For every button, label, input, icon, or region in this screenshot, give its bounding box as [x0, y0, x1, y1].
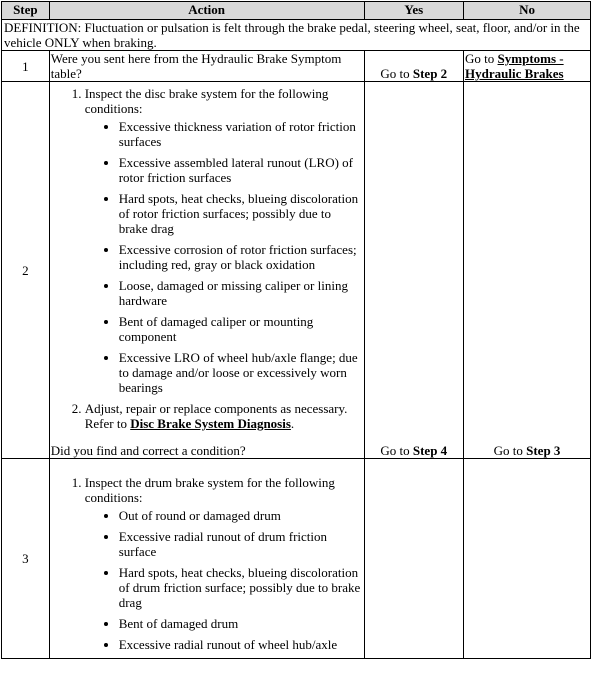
condition-list [85, 119, 363, 395]
step-number: 1 [2, 51, 50, 82]
action-list [51, 475, 363, 652]
yes-cell [364, 82, 464, 459]
list-item: • Excessive corrosion of rotor friction surfaces; including red, gray or black oxidation [119, 242, 363, 272]
step-number: 3 [2, 459, 50, 659]
no-cell [464, 51, 591, 82]
no-prefix: Go to [465, 51, 498, 66]
disc-brake-system-diagnosis-link[interactable]: Disc Brake System Diagnosis [130, 416, 291, 431]
yes-prefix: Go to [380, 443, 413, 458]
list-item [85, 86, 363, 395]
yes-cell [364, 459, 464, 659]
header-row [2, 2, 591, 20]
list-item: • Excessive LRO of wheel hub/axle flange; due to damage and/or loose or excessively worn bearings [119, 350, 363, 395]
list-item-text: Inspect the drum brake system for the following conditions: [84, 475, 335, 505]
action-text: Were you sent here from the Hydraulic Brake Symptom table? [49, 51, 364, 82]
yes-cell [364, 51, 464, 82]
list-item [85, 475, 363, 652]
step-number: 2 [2, 82, 50, 459]
header-step: Step [2, 2, 50, 20]
action-list [51, 86, 363, 431]
action-cell [49, 82, 364, 459]
table-row [2, 82, 591, 459]
list-item-text: Inspect the disc brake system for the following conditions: [84, 86, 329, 116]
yes-prefix: Go to [380, 66, 413, 81]
no-cell [464, 82, 591, 459]
no-step: Step 3 [526, 443, 561, 458]
list-item: • Excessive radial runout of wheel hub/axle [119, 637, 363, 652]
list-item: • Excessive assembled lateral runout (LRO) of rotor friction surfaces [119, 155, 363, 185]
header-action: Action [49, 2, 364, 20]
list-item: • Hard spots, heat checks, blueing discoloration of rotor friction surfaces; possibly due to brake drag [119, 191, 363, 236]
list-item: • Out of round or damaged drum [119, 508, 363, 523]
list-item: • Hard spots, heat checks, blueing discoloration of drum friction surface; possibly due to brake drag [119, 565, 363, 610]
condition-list [85, 508, 363, 652]
header-yes: Yes [364, 2, 464, 20]
list-item: • Excessive thickness variation of rotor friction surfaces [119, 119, 363, 149]
list-item: • Bent of damaged caliper or mounting component [119, 314, 363, 344]
list-item-text: Adjust, repair or replace components as necessary. Refer to [84, 401, 348, 431]
definition-row [2, 20, 591, 51]
action-cell [49, 459, 364, 659]
definition-text: DEFINITION: Fluctuation or pulsation is felt through the brake pedal, steering wheel, seat, floor, and/or in the vehicle ONLY when braking. [2, 20, 591, 51]
punctuation: . [290, 416, 295, 431]
question-text: Did you find and correct a condition? [50, 443, 246, 458]
no-cell [464, 459, 591, 659]
diagnostic-table [1, 1, 591, 659]
header-no: No [464, 2, 591, 20]
table-row [2, 459, 591, 659]
list-item: • Loose, damaged or missing caliper or lining hardware [119, 278, 363, 308]
yes-step: Step 4 [412, 443, 448, 458]
symptoms-hydraulic-brakes-link[interactable]: Symptoms - Hydraulic Brakes [465, 51, 564, 81]
list-item [85, 401, 363, 431]
list-item: • Excessive radial runout of drum friction surface [119, 529, 363, 559]
yes-step: Step 2 [412, 66, 448, 81]
list-item: • Bent of damaged drum [119, 616, 363, 631]
table-row [2, 51, 591, 82]
no-prefix: Go to [493, 443, 527, 458]
